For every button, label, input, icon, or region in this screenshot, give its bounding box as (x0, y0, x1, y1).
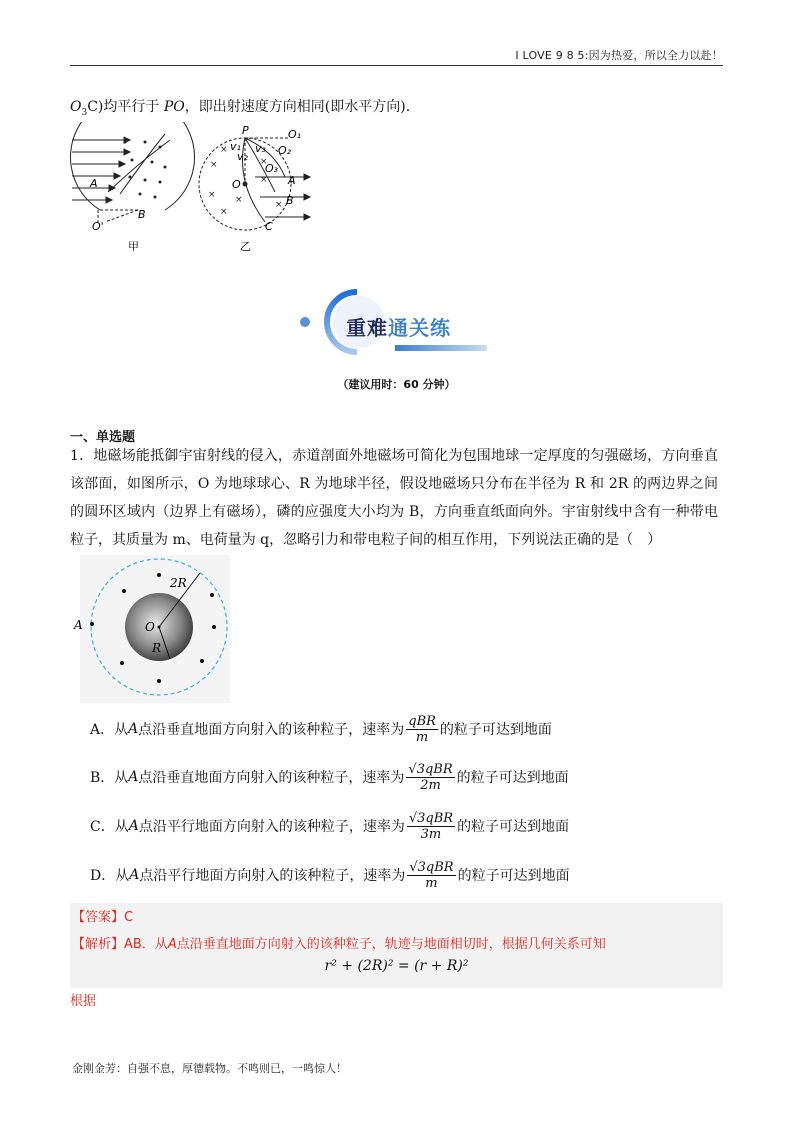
po-symbol: PO (163, 99, 185, 115)
option-d-fraction (407, 860, 455, 891)
section-title: 一、单选题 (70, 430, 136, 445)
svg-text:×: × (275, 200, 283, 210)
banner-title (346, 312, 451, 341)
option-b-denominator: 2m (420, 777, 441, 793)
option-d-prefix: D．从 (90, 868, 130, 884)
option-a-numerator: qBR (408, 713, 436, 729)
option-a-denominator: m (415, 729, 429, 745)
option-b-fraction (406, 762, 454, 793)
option-c-fraction (407, 811, 455, 842)
analysis-line (72, 933, 606, 952)
banner-title-blue: 通关练 (388, 316, 451, 340)
jia-label-A: A (90, 177, 98, 190)
svg-text:×: × (220, 207, 228, 217)
banner-title-dark: 重难 (346, 316, 388, 340)
option-d-denominator: m (425, 875, 438, 891)
fig-q-label-R: R (152, 641, 162, 655)
option-c-prefix: C．从 (90, 819, 129, 835)
option-b-prefix: B．从 (90, 770, 129, 786)
yi-caption: 乙 (240, 240, 251, 253)
yi-label-v2: v₂ (237, 150, 248, 163)
fig-q-label-O: O (145, 620, 155, 634)
option-c-point: A (128, 818, 139, 834)
option-b-numerator: √3qBR (408, 761, 453, 777)
analysis-point: A (167, 937, 177, 952)
figure-jia-dots (124, 141, 167, 199)
svg-text:×: × (208, 190, 216, 200)
option-d[interactable] (90, 857, 570, 893)
yi-label-v1: v₁ (230, 140, 241, 153)
svg-text:×: × (220, 145, 228, 155)
svg-text:×: × (260, 175, 268, 185)
yi-label-v3: v₃ (255, 142, 266, 155)
yi-label-C: C (265, 220, 273, 233)
analysis-continuation: 根据 (70, 994, 97, 1009)
option-c-suffix: 的粒子可达到地面 (457, 819, 570, 835)
option-c-denominator: 3m (420, 826, 442, 842)
question-figure (72, 555, 232, 705)
yi-label-O1: O₁ (288, 128, 302, 141)
option-c-numerator: √3qBR (408, 810, 454, 826)
o3c-rest: C)均平行于 (87, 99, 160, 115)
question-text: 1．地磁场能抵御宇宙射线的侵入，赤道剖面外地磁场可简化为包围地球一定厚度的匀强磁场，方向垂直该部面，如图所示，O 为地球球心、R 为地球半径，假设地磁场只分布在半径为 R 和 2R 的两边界之间的圆环区域内（边界上有磁场），磷的应强度大小均为 B，方向垂直纸面向外。宇宙射线中含有一种带电粒子，其质量为 m、电荷量为 q，忽略引力和带电粒子间的相互作用，下列说法正确的是（ ） (70, 448, 718, 548)
yi-label-B: B (286, 194, 294, 207)
svg-text:×: × (210, 160, 218, 170)
continuation-line (70, 96, 410, 118)
time-note: （建议用时：60 分钟） (337, 378, 456, 391)
option-a-fraction (406, 714, 438, 745)
formula: r² + (2R)² = (r + R)² (324, 958, 469, 974)
option-b[interactable] (90, 759, 569, 795)
continuation-rest: ，即出射速度方向相同(即水平方向). (184, 99, 411, 115)
option-a-prefix: A．从 (90, 722, 129, 738)
option-c-mid: 点沿平行地面方向射入的该种粒子，速率为 (138, 819, 405, 835)
option-d-numerator: √3qBR (409, 859, 454, 875)
yi-label-O2: O₂ (278, 144, 292, 157)
option-b-point: A (128, 769, 139, 785)
yi-label-O3: O₃ (265, 162, 279, 175)
fig-q-label-A: A (74, 618, 83, 632)
option-a[interactable] (90, 711, 552, 747)
option-b-mid: 点沿垂直地面方向射入的该种粒子，速率为 (138, 770, 405, 786)
footer-text: 金刚金芳：自强不息，厚德载物。不鸣则已，一鸣惊人！ (72, 1062, 347, 1075)
option-a-mid: 点沿垂直地面方向射入的该种粒子，速率为 (138, 722, 405, 738)
option-a-suffix: 的粒子可达到地面 (439, 722, 552, 738)
top-figures (60, 122, 340, 257)
yi-label-A: A (288, 174, 296, 187)
jia-caption: 甲 (128, 240, 139, 253)
figure-jia (71, 122, 195, 222)
option-c[interactable] (90, 808, 569, 844)
svg-text:×: × (235, 195, 243, 205)
header-divider (70, 65, 723, 66)
jia-label-O-prime: O' (92, 220, 104, 233)
option-d-suffix: 的粒子可达到地面 (457, 868, 570, 884)
answer-line: 【答案】C (72, 910, 134, 925)
option-a-point: A (128, 721, 139, 737)
o3c-subscript: 3 (81, 107, 88, 118)
option-d-point: A (129, 867, 140, 883)
jia-label-B: B (138, 208, 146, 221)
yi-label-P: P (242, 124, 249, 137)
o3c-symbol: O (70, 99, 82, 115)
fig-q-label-2R: 2R (170, 576, 187, 590)
header-text: I LOVE 9 8 5:因为热爱，所以全力以赴！ (515, 49, 723, 62)
option-b-suffix: 的粒子可达到地面 (456, 770, 569, 786)
option-d-mid: 点沿平行地面方向射入的该种粒子，速率为 (139, 868, 406, 884)
svg-text:×: × (260, 157, 268, 167)
analysis-prefix: 【解析】AB．从 (72, 937, 168, 952)
yi-label-O: O (232, 178, 241, 191)
analysis-rest: 点沿垂直地面方向射入的该种粒子，轨迹与地面相切时，根据几何关系可知 (176, 937, 606, 952)
